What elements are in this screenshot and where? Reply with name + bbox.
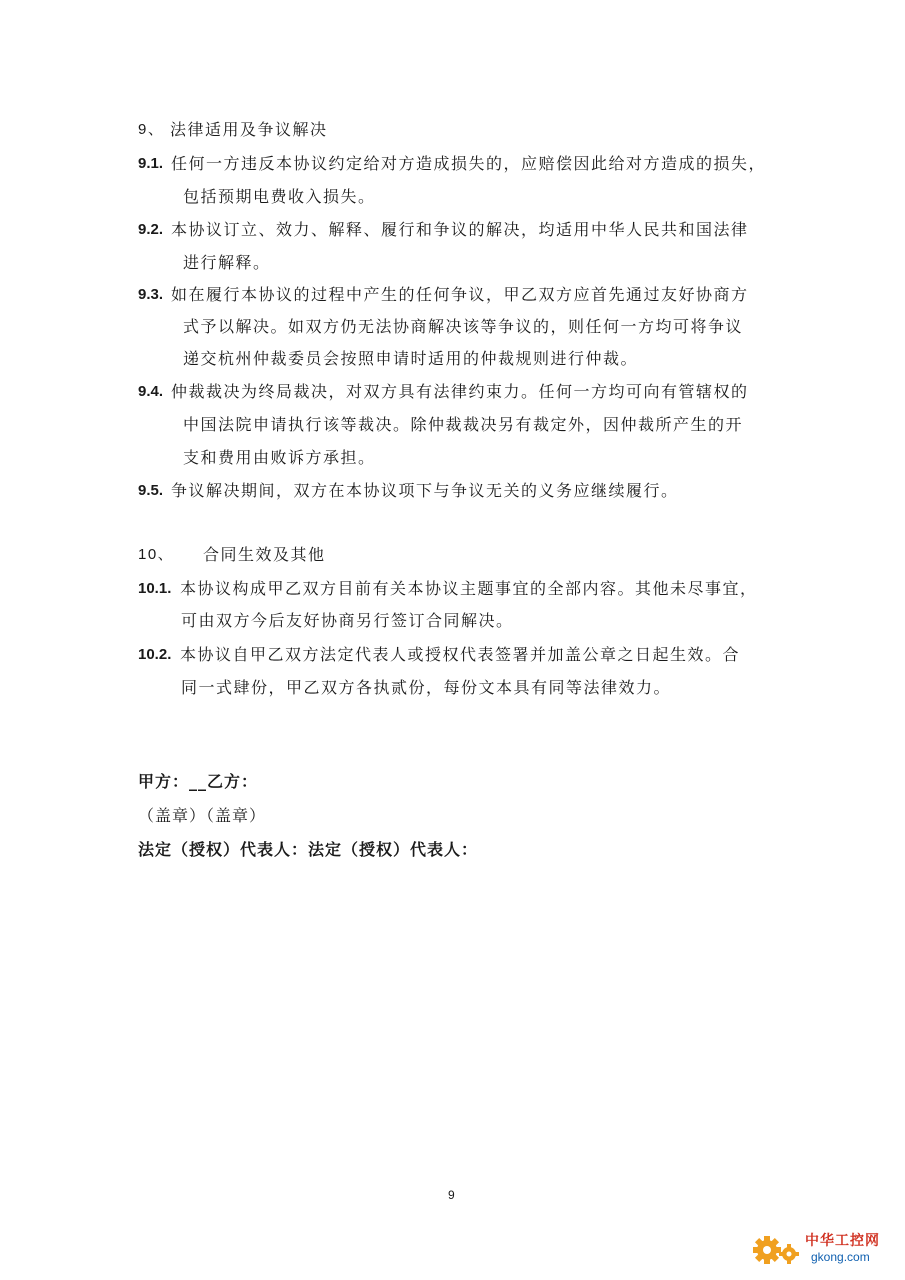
seal-line: （盖章）（盖章） — [138, 806, 267, 825]
clause-number: 10.1. — [138, 580, 172, 597]
section-title: 法律适用及争议解决 — [170, 120, 328, 139]
clause-line: 本协议构成甲乙双方目前有关本协议主题事宜的全部内容。其他未尽事宜， — [180, 579, 758, 598]
clause-line: 支和费用由败诉方承担。 — [183, 448, 376, 467]
clause-line: 可由双方今后友好协商另行签订合同解决。 — [181, 611, 514, 630]
clause-line: 任何一方违反本协议约定给对方造成损失的，应赔偿因此给对方造成的损失， — [171, 154, 767, 173]
clause-number: 9.3. — [138, 286, 164, 303]
clause-line: 本协议自甲乙双方法定代表人或授权代表签署并加盖公章之日起生效。合 — [180, 645, 741, 664]
watermark-title: 中华工控网 — [805, 1233, 880, 1249]
party-line: 甲方：__乙方： — [138, 772, 259, 791]
page-number: 9 — [448, 1188, 455, 1202]
clause-line: 式予以解决。如双方仍无法协商解决该等争议的，则任何一方均可将争议 — [183, 317, 744, 336]
watermark-logo — [745, 1222, 895, 1272]
clause-line: 本协议订立、效力、解释、履行和争议的解决，均适用中华人民共和国法律 — [171, 220, 749, 239]
clause-line: 包括预期电费收入损失。 — [183, 187, 376, 206]
watermark-url: gkong.com — [811, 1250, 870, 1264]
clause-line: 递交杭州仲裁委员会按照申请时适用的仲裁规则进行仲裁。 — [183, 349, 639, 368]
section-title: 合同生效及其他 — [203, 545, 326, 564]
section-number: 9、 — [138, 121, 165, 138]
representative-line: 法定（授权）代表人：法定（授权）代表人： — [138, 840, 479, 859]
clause-line: 如在履行本协议的过程中产生的任何争议，甲乙双方应首先通过友好协商方 — [171, 285, 749, 304]
clause-number: 9.4. — [138, 383, 164, 400]
clause-line: 同一式肆份，甲乙双方各执贰份，每份文本具有同等法律效力。 — [181, 678, 672, 697]
clause-number: 10.2. — [138, 646, 172, 663]
clause-number: 9.1. — [138, 155, 164, 172]
clause-number: 9.5. — [138, 482, 164, 499]
clause-line: 仲裁裁决为终局裁决，对双方具有法律约束力。任何一方均可向有管辖权的 — [171, 382, 749, 401]
clause-line: 进行解释。 — [183, 253, 271, 272]
clause-line: 中国法院申请执行该等裁决。除仲裁裁决另有裁定外，因仲裁所产生的开 — [183, 415, 744, 434]
clause-number: 9.2. — [138, 221, 164, 238]
clause-line: 争议解决期间，双方在本协议项下与争议无关的义务应继续履行。 — [171, 481, 679, 500]
section-number: 10、 — [138, 546, 175, 563]
